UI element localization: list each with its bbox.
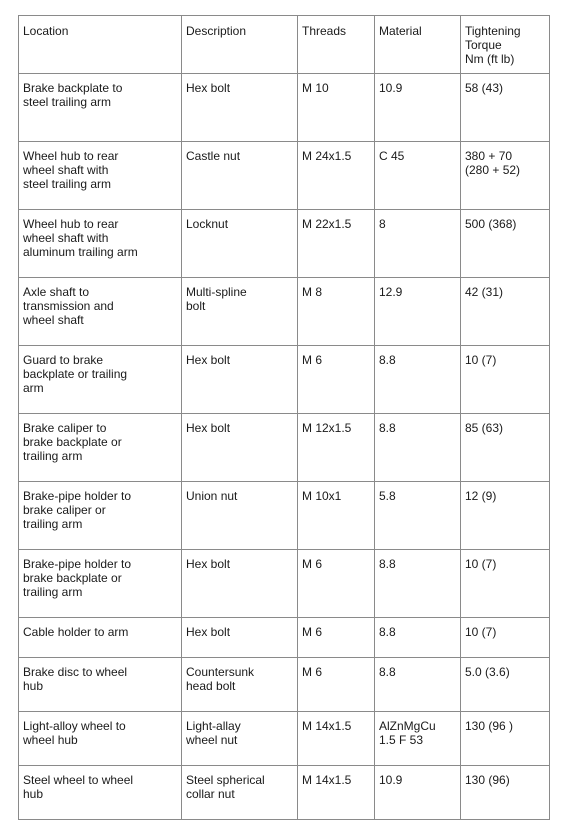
cell-material: 8 [375, 210, 461, 278]
cell-description: Union nut [182, 482, 298, 550]
cell-description: Light-allay wheel nut [182, 712, 298, 766]
table-row [19, 346, 550, 414]
cell-torque: 42 (31) [461, 278, 550, 346]
table-row [19, 74, 550, 142]
table-row [19, 278, 550, 346]
cell-material: 8.8 [375, 658, 461, 712]
cell-location: Brake-pipe holder to brake caliper or trailing arm [19, 482, 182, 550]
cell-threads: M 14x1.5 [298, 766, 375, 820]
cell-material: 10.9 [375, 74, 461, 142]
cell-torque: 500 (368) [461, 210, 550, 278]
cell-torque: 58 (43) [461, 74, 550, 142]
cell-location: Axle shaft to transmission and wheel shaft [19, 278, 182, 346]
table-row [19, 142, 550, 210]
table-row [19, 766, 550, 820]
cell-material: AlZnMgCu 1.5 F 53 [375, 712, 461, 766]
cell-torque: 10 (7) [461, 618, 550, 658]
table-row [19, 712, 550, 766]
cell-location: Brake disc to wheel hub [19, 658, 182, 712]
cell-description: Steel spherical collar nut [182, 766, 298, 820]
cell-material: 8.8 [375, 618, 461, 658]
header-tightening-torque: Tightening Torque Nm (ft lb) [461, 16, 550, 74]
header-row [19, 16, 550, 74]
cell-torque: 85 (63) [461, 414, 550, 482]
cell-location: Wheel hub to rear wheel shaft with steel trailing arm [19, 142, 182, 210]
cell-material: 10.9 [375, 766, 461, 820]
cell-material: 8.8 [375, 346, 461, 414]
cell-location: Brake backplate to steel trailing arm [19, 74, 182, 142]
table-row [19, 658, 550, 712]
cell-torque: 380 + 70 (280 + 52) [461, 142, 550, 210]
cell-location: Wheel hub to rear wheel shaft with aluminum trailing arm [19, 210, 182, 278]
cell-material: C 45 [375, 142, 461, 210]
cell-torque: 12 (9) [461, 482, 550, 550]
cell-threads: M 24x1.5 [298, 142, 375, 210]
cell-description: Locknut [182, 210, 298, 278]
cell-torque: 10 (7) [461, 550, 550, 618]
header-description: Description [182, 16, 298, 74]
cell-description: Multi-spline bolt [182, 278, 298, 346]
cell-threads: M 6 [298, 550, 375, 618]
cell-threads: M 10x1 [298, 482, 375, 550]
header-threads: Threads [298, 16, 375, 74]
cell-location: Brake caliper to brake backplate or trailing arm [19, 414, 182, 482]
cell-torque: 130 (96) [461, 766, 550, 820]
table-row [19, 210, 550, 278]
header-material: Material [375, 16, 461, 74]
cell-torque: 10 (7) [461, 346, 550, 414]
table-row [19, 414, 550, 482]
cell-threads: M 14x1.5 [298, 712, 375, 766]
cell-material: 8.8 [375, 550, 461, 618]
cell-material: 8.8 [375, 414, 461, 482]
cell-threads: M 6 [298, 346, 375, 414]
table-row [19, 482, 550, 550]
cell-description: Countersunk head bolt [182, 658, 298, 712]
cell-location: Steel wheel to wheel hub [19, 766, 182, 820]
cell-description: Hex bolt [182, 74, 298, 142]
cell-threads: M 22x1.5 [298, 210, 375, 278]
cell-location: Brake-pipe holder to brake backplate or trailing arm [19, 550, 182, 618]
cell-torque: 130 (96 ) [461, 712, 550, 766]
cell-material: 5.8 [375, 482, 461, 550]
cell-location: Light-alloy wheel to wheel hub [19, 712, 182, 766]
cell-material: 12.9 [375, 278, 461, 346]
torque-specification-table [18, 15, 550, 820]
cell-description: Hex bolt [182, 346, 298, 414]
cell-threads: M 6 [298, 658, 375, 712]
cell-threads: M 12x1.5 [298, 414, 375, 482]
cell-threads: M 6 [298, 618, 375, 658]
cell-torque: 5.0 (3.6) [461, 658, 550, 712]
cell-threads: M 8 [298, 278, 375, 346]
cell-location: Guard to brake backplate or trailing arm [19, 346, 182, 414]
table-row [19, 618, 550, 658]
cell-location: Cable holder to arm [19, 618, 182, 658]
cell-description: Hex bolt [182, 550, 298, 618]
cell-description: Castle nut [182, 142, 298, 210]
cell-description: Hex bolt [182, 618, 298, 658]
cell-threads: M 10 [298, 74, 375, 142]
table-row [19, 550, 550, 618]
cell-description: Hex bolt [182, 414, 298, 482]
header-location: Location [19, 16, 182, 74]
